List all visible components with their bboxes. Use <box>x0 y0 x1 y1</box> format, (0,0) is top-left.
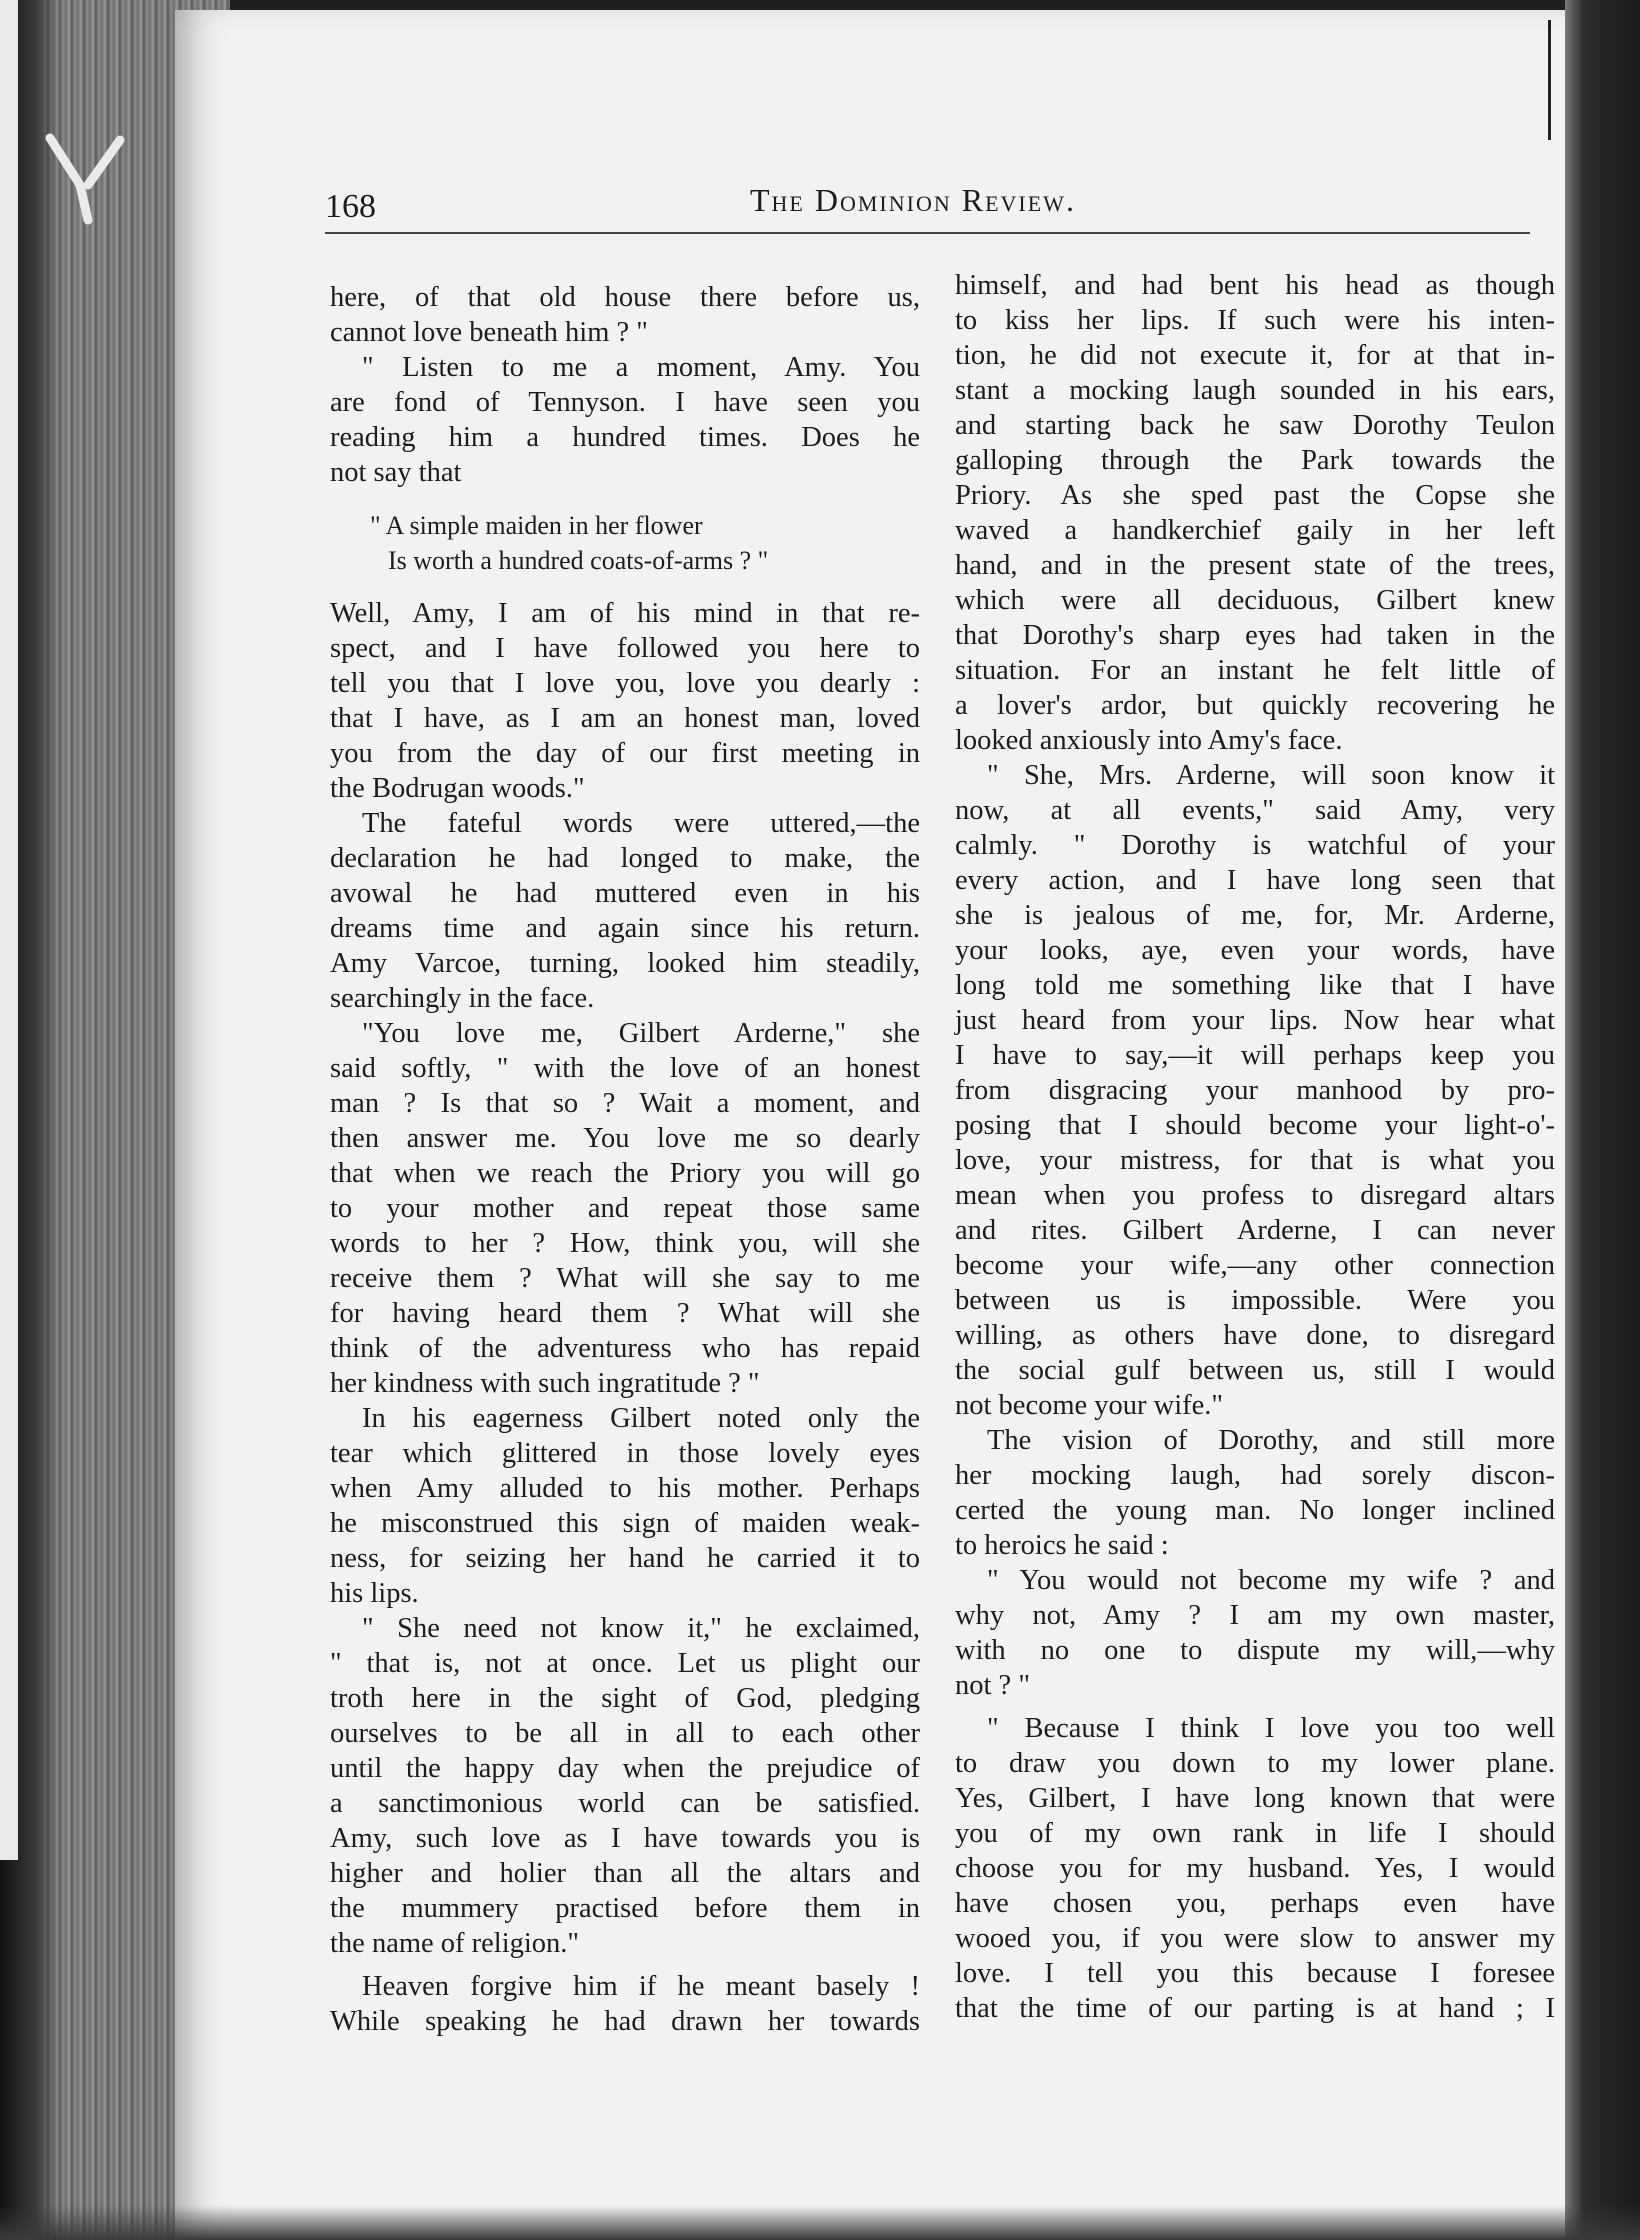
text-line: cannot love beneath him ? " <box>330 317 648 348</box>
text-line: dreams time and again since his return. <box>330 913 920 944</box>
text-line: become your wife,—any other connection <box>955 1250 1555 1281</box>
text-line: man ? Is that so ? Wait a moment, and <box>330 1088 920 1119</box>
text-line: Heaven forgive him if he meant basely ! <box>362 1971 920 2002</box>
text-line: " Listen to me a moment, Amy. You <box>362 352 920 383</box>
text-line: the name of religion." <box>330 1928 580 1959</box>
text-line: "You love me, Gilbert Arderne," she <box>362 1018 920 1049</box>
text-line: when Amy alluded to his mother. Perhaps <box>330 1473 920 1504</box>
text-line: posing that I should become your light-o'- <box>955 1110 1555 1141</box>
text-line: not become your wife." <box>955 1390 1224 1421</box>
text-line: " You would not become my wife ? and <box>987 1565 1555 1596</box>
text-line: calmly. " Dorothy is watchful of your <box>955 830 1555 861</box>
text-line: waved a handkerchief gaily in her left <box>955 515 1555 546</box>
text-line: that when we reach the Priory you will go <box>330 1158 920 1189</box>
text-line: declaration he had longed to make, the <box>330 843 920 874</box>
text-line: long told me something like that I have <box>955 970 1555 1001</box>
text-line: here, of that old house there before us, <box>330 282 920 313</box>
text-line: not ? " <box>955 1670 1030 1701</box>
text-line: between us is impossible. Were you <box>955 1285 1555 1316</box>
text-line: searchingly in the face. <box>330 983 595 1014</box>
text-line: himself, and had bent his head as though <box>955 270 1555 301</box>
text-line: looked anxiously into Amy's face. <box>955 725 1343 756</box>
text-line: the Bodrugan woods." <box>330 773 585 804</box>
text-line: Yes, Gilbert, I have long known that were <box>955 1783 1555 1814</box>
text-line: love, your mistress, for that is what you <box>955 1145 1555 1176</box>
text-line: from disgracing your manhood by pro- <box>955 1075 1555 1106</box>
text-line: that Dorothy's sharp eyes had taken in the <box>955 620 1555 651</box>
text-line: he misconstrued this sign of maiden weak- <box>330 1508 920 1539</box>
text-line: reading him a hundred times. Does he <box>330 422 920 453</box>
verse-line: " A simple maiden in her flower <box>370 511 703 540</box>
text-line: a lover's ardor, but quickly recovering he <box>955 690 1555 721</box>
text-line: to draw you down to my lower plane. <box>955 1748 1555 1779</box>
text-line: which were all deciduous, Gilbert knew <box>955 585 1555 616</box>
text-line: troth here in the sight of God, pledging <box>330 1683 920 1714</box>
text-line: The fateful words were uttered,—the <box>362 808 920 839</box>
page-right-rule <box>1548 20 1551 140</box>
text-line: certed the young man. No longer inclined <box>955 1495 1555 1526</box>
text-line: the mummery practised before them in <box>330 1893 920 1924</box>
text-line: you from the day of our first meeting in <box>330 738 920 769</box>
text-line: While speaking he had drawn her towards <box>330 2006 920 2037</box>
text-line: the social gulf between us, still I would <box>955 1355 1555 1386</box>
right-column <box>955 268 1555 2026</box>
text-line: to your mother and repeat those same <box>330 1193 920 1224</box>
text-line: have chosen you, perhaps even have <box>955 1888 1555 1919</box>
text-line: receive them ? What will she say to me <box>330 1263 920 1294</box>
text-line: Well, Amy, I am of his mind in that re- <box>330 598 920 629</box>
text-line: " She, Mrs. Arderne, will soon know it <box>987 760 1555 791</box>
text-line: then answer me. You love me so dearly <box>330 1123 920 1154</box>
text-line: and rites. Gilbert Arderne, I can never <box>955 1215 1555 1246</box>
text-line: are fond of Tennyson. I have seen you <box>330 387 920 418</box>
text-line: wooed you, if you were slow to answer my <box>955 1923 1555 1954</box>
text-line: why not, Amy ? I am my own master, <box>955 1600 1555 1631</box>
text-line: her mocking laugh, had sorely discon- <box>955 1460 1555 1491</box>
text-line: " that is, not at once. Let us plight our <box>330 1648 920 1679</box>
text-line: higher and holier than all the altars and <box>330 1858 920 1889</box>
text-line: she is jealous of me, for, Mr. Arderne, <box>955 900 1555 931</box>
text-line: mean when you profess to disregard altars <box>955 1180 1555 1211</box>
text-line: every action, and I have long seen that <box>955 865 1555 896</box>
book-right-edge <box>1565 0 1640 2240</box>
text-line: his lips. <box>330 1578 419 1609</box>
text-line: Priory. As she sped past the Copse she <box>955 480 1555 511</box>
header-rule <box>325 232 1530 234</box>
text-line: for having heard them ? What will she <box>330 1298 920 1329</box>
page-number: 168 <box>325 188 376 225</box>
text-line: " Because I think I love you too well <box>987 1713 1555 1744</box>
text-line: spect, and I have followed you here to <box>330 633 920 664</box>
text-line: with no one to dispute my will,—why <box>955 1635 1555 1666</box>
text-line: your looks, aye, even your words, have <box>955 935 1555 966</box>
running-title: The Dominion Review. <box>750 182 1076 218</box>
text-line: I have to say,—it will perhaps keep you <box>955 1040 1555 1071</box>
text-line: Amy Varcoe, turning, looked him steadily, <box>330 948 920 979</box>
text-line: tear which glittered in those lovely eyes <box>330 1438 920 1469</box>
text-line: willing, as others have done, to disregard <box>955 1320 1555 1351</box>
text-line: that the time of our parting is at hand ; I <box>955 1993 1555 2024</box>
text-line: now, at all events," said Amy, very <box>955 795 1555 826</box>
text-line: that I have, as I am an honest man, loved <box>330 703 920 734</box>
adjacent-page-strip <box>0 0 18 1860</box>
text-line: hand, and in the present state of the trees, <box>955 550 1555 581</box>
left-column <box>330 280 920 2039</box>
text-line: choose you for my husband. Yes, I would <box>955 1853 1555 1884</box>
text-line: just heard from your lips. Now hear what <box>955 1005 1555 1036</box>
text-line: situation. For an instant he felt little of <box>955 655 1555 686</box>
text-line: " She need not know it," he exclaimed, <box>362 1613 920 1644</box>
text-line: love. I tell you this because I foresee <box>955 1958 1555 1989</box>
text-line: a sanctimonious world can be satisfied. <box>330 1788 920 1819</box>
verse-line: Is worth a hundred coats-of-arms ? " <box>388 546 769 575</box>
text-line: avowal he had muttered even in his <box>330 878 920 909</box>
text-line: ness, for seizing her hand he carried it to <box>330 1543 920 1574</box>
bottom-shadow <box>0 2205 1640 2240</box>
text-line: not say that <box>330 457 462 488</box>
text-line: to heroics he said : <box>955 1530 1169 1561</box>
text-line: think of the adventuress who has repaid <box>330 1333 920 1364</box>
text-line: stant a mocking laugh sounded in his ears, <box>955 375 1555 406</box>
text-line: her kindness with such ingratitude ? " <box>330 1368 760 1399</box>
text-line: Amy, such love as I have towards you is <box>330 1823 920 1854</box>
text-line: galloping through the Park towards the <box>955 445 1555 476</box>
edge-mark-icon <box>40 130 140 230</box>
text-line: The vision of Dorothy, and still more <box>987 1425 1555 1456</box>
text-line: to kiss her lips. If such were his inten- <box>955 305 1555 336</box>
text-line: said softly, " with the love of an honest <box>330 1053 920 1084</box>
text-line: you of my own rank in life I should <box>955 1818 1555 1849</box>
text-line: tion, he did not execute it, for at that in- <box>955 340 1555 371</box>
text-line: In his eagerness Gilbert noted only the <box>362 1403 920 1434</box>
text-line: ourselves to be all in all to each other <box>330 1718 920 1749</box>
text-line: and starting back he saw Dorothy Teulon <box>955 410 1555 441</box>
text-line: tell you that I love you, love you dearly : <box>330 668 920 699</box>
text-line: words to her ? How, think you, will she <box>330 1228 920 1259</box>
text-line: until the happy day when the prejudice of <box>330 1753 920 1784</box>
